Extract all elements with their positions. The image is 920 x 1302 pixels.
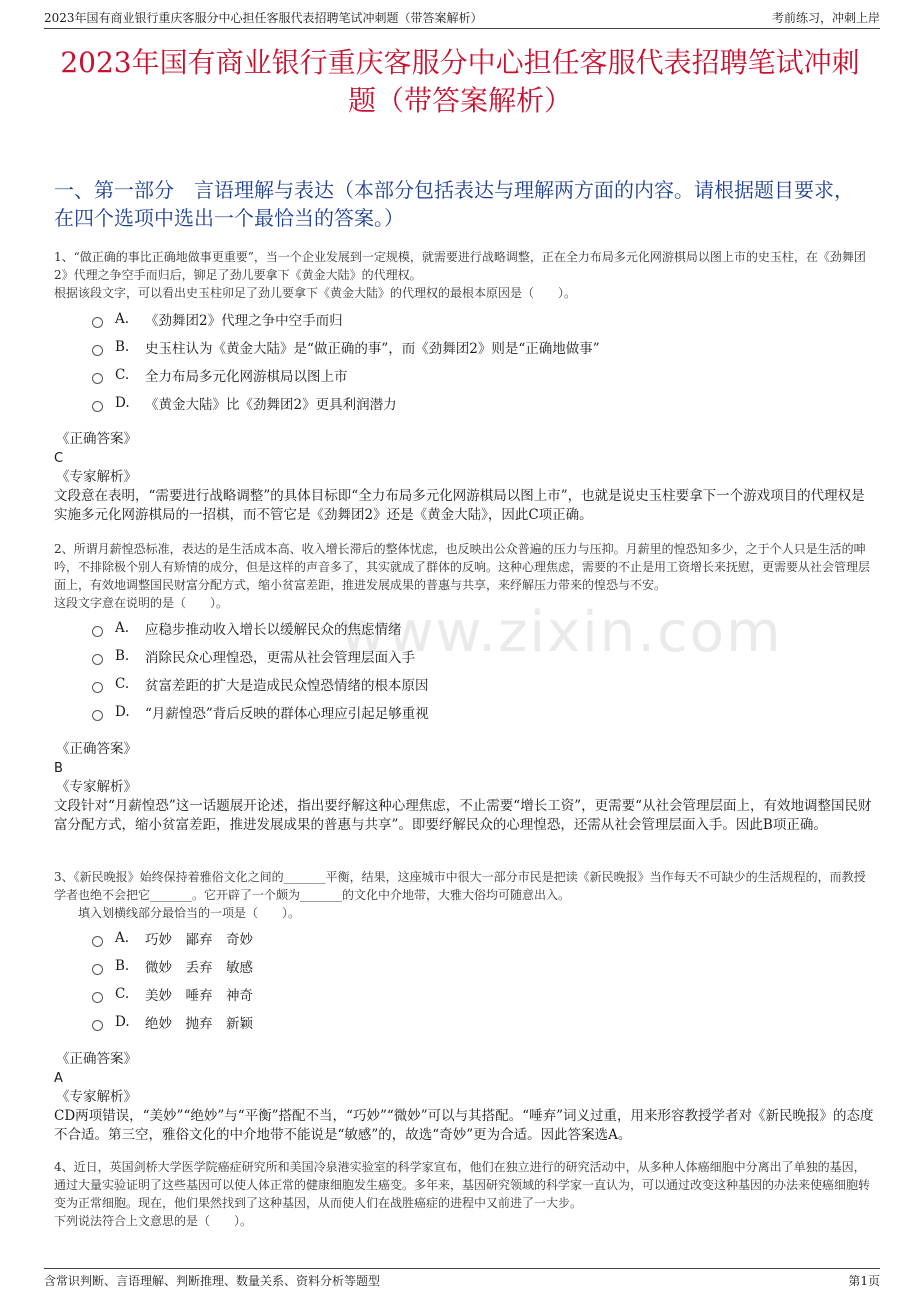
- question-3-option-b[interactable]: B. 微妙 丢弃 敏感: [92, 952, 812, 980]
- question-2-option-b[interactable]: B. 消除民众心理惶恐，更需从社会管理层面入手: [92, 642, 812, 670]
- radio-icon[interactable]: [92, 1020, 103, 1031]
- radio-icon[interactable]: [92, 992, 103, 1003]
- radio-icon[interactable]: [92, 654, 103, 665]
- page-footer: [44, 1268, 880, 1289]
- question-3-option-d[interactable]: D. 绝妙 抛弃 新颖: [92, 1008, 812, 1036]
- expert-analysis: 文段针对“月薪惶恐”这一话题展开论述，指出要纾解这种心理焦虑，不止需要“增长工资”，更需要“从社会管理层面上，有效地调整国民财富分配方式，缩小贫富差距，推进发展成果的普惠与共享”。即要纾解民众的心理惶恐，还需从社会管理层面入手。因此B项正确。: [54, 798, 872, 833]
- analysis-label: 《专家解析》: [56, 469, 137, 485]
- question-1-option-c[interactable]: C. 全力布局多元化网游棋局以图上市: [92, 361, 812, 389]
- answer-label: 《正确答案》: [56, 431, 137, 447]
- question-3-answer-block: [54, 1050, 876, 1145]
- question-4-text: 4、近日，英国剑桥大学医学院癌症研究所和美国冷泉港实验室的科学家宣布，他们在独立进行的研究活动中，从多种人体癌细胞中分离出了单独的基因，通过大量实验证明了这些基因可以使人体正常的健康细胞发生癌变。多年来，基因研究领域的科学家一直认为，可以通过改变这种基因的办法来使癌细胞转变为正常细胞。现在，他们果然找到了这种基因，从而使人们在战胜癌症的进程中又前进了一大步。 下列说法符合上文意思的是（ ）。: [54, 1160, 871, 1228]
- radio-icon[interactable]: [92, 317, 103, 328]
- expert-analysis: CD两项错误，“美妙”“绝妙”与“平衡”搭配不当，“巧妙”“微妙”可以与其搭配。“唾弃”词义过重，用来形容教授学者对《新民晚报》的态度不合适。第三空，雅俗文化的中介地带不能说是“敏感”的，故选“奇妙”更为合适。因此答案选A。: [54, 1108, 874, 1143]
- question-1-option-d[interactable]: D. 《黄金大陆》比《劲舞团2》更具利润潜力: [92, 389, 812, 417]
- radio-icon[interactable]: [92, 626, 103, 637]
- radio-icon[interactable]: [92, 345, 103, 356]
- answer-label: 《正确答案》: [56, 741, 137, 757]
- question-3-text: 3、《新民晚报》始终保持着雅俗文化之间的_______平衡，结果，这座城市中很大一部分市民是把读《新民晚报》当作每天不可缺少的生活规程的，而教授学者也绝不会把它_______。它开辟了一个颇为_______的文化中介地带，大雅大俗均可随意出入。 填入划横线部分最恰当的一项是（ ）。: [54, 870, 866, 920]
- header-slogan: 考前练习，冲刺上岸: [771, 11, 880, 25]
- question-1-option-b[interactable]: B. 史玉柱认为《黄金大陆》是“做正确的事”，而《劲舞团2》则是“正确地做事”: [92, 333, 812, 361]
- question-2-option-d[interactable]: D. “月薪惶恐”背后反映的群体心理应引起足够重视: [92, 698, 812, 726]
- radio-icon[interactable]: [92, 710, 103, 721]
- question-1-text: 1、“做正确的事比正确地做事更重要”，当一个企业发展到一定规模，就需要进行战略调整，正在全力布局多元化网游棋局以图上市的史玉柱，在《劲舞团2》代理之争空手而归后，铆足了劲儿要拿下《黄金大陆》的代理权。 根据该段文字，可以看出史玉柱卯足了劲儿要拿下《黄金大陆》的代理权的最根本原因是（ ）。: [54, 250, 866, 300]
- question-1-options: [92, 305, 812, 417]
- question-2-options: [92, 614, 812, 726]
- question-3-options: [92, 924, 812, 1036]
- correct-answer: C: [54, 451, 64, 466]
- radio-icon[interactable]: [92, 373, 103, 384]
- header-doc-title: 2023年国有商业银行重庆客服分中心担任客服代表招聘笔试冲刺题（带答案解析）: [44, 11, 483, 25]
- section-heading: 一、第一部分 言语理解与表达（本部分包括表达与理解两方面的内容。请根据题目要求，在四个选项中选出一个最恰当的答案。）: [54, 178, 854, 230]
- question-1-option-a[interactable]: A. 《劲舞团2》代理之争中空手而归: [92, 305, 812, 333]
- question-3-option-c[interactable]: C. 美妙 唾弃 神奇: [92, 980, 812, 1008]
- analysis-label: 《专家解析》: [56, 1089, 137, 1105]
- question-2-option-c[interactable]: C. 贫富差距的扩大是造成民众惶恐情绪的根本原因: [92, 670, 812, 698]
- question-2-answer-block: [54, 740, 876, 835]
- radio-icon[interactable]: [92, 936, 103, 947]
- question-2-text: 2、所谓月薪惶恐标准，表达的是生活成本高、收入增长滞后的整体忧虑，也反映出公众普遍的压力与压抑。月薪里的惶恐知多少，之于个人只是生活的呻吟，不排除极个别人有矫情的成分，但是这样的声音多了，其实就成了群体的反响。这种心理焦虑，需要的不止是用工资增长来抚慰，更需要从社会管理层面上，有效地调整国民财富分配方式，缩小贫富差距，推进发展成果的普惠与共享，来纾解压力带来的惶恐与不安。 这段文字意在说明的是（ ）。: [54, 542, 871, 610]
- question-1-answer-block: [54, 430, 876, 525]
- question-3-option-a[interactable]: A. 巧妙 鄙弃 奇妙: [92, 924, 812, 952]
- expert-analysis: 文段意在表明，“需要进行战略调整”的具体目标即“全力布局多元化网游棋局以图上市”，也就是说史玉柱要拿下一个游戏项目的代理权是实施多元化网游棋局的一招棋，而不管它是《劲舞团2》还是《黄金大陆》，因此C项正确。: [54, 488, 865, 523]
- document-title: 2023年国有商业银行重庆客服分中心担任客服代表招聘笔试冲刺题（带答案解析）: [60, 46, 860, 117]
- correct-answer: B: [54, 761, 63, 776]
- footer-description: 含常识判断、言语理解、判断推理、数量关系、资料分析等题型: [44, 1274, 381, 1288]
- analysis-label: 《专家解析》: [56, 779, 137, 795]
- radio-icon[interactable]: [92, 682, 103, 693]
- question-2-option-a[interactable]: A. 应稳步推动收入增长以缓解民众的焦虑情绪: [92, 614, 812, 642]
- correct-answer: A: [54, 1071, 63, 1086]
- radio-icon[interactable]: [92, 401, 103, 412]
- radio-icon[interactable]: [92, 964, 103, 975]
- answer-label: 《正确答案》: [56, 1051, 137, 1067]
- running-header: [44, 8, 880, 29]
- watermark: www.zixin.com: [340, 600, 783, 665]
- page-number: 第1页: [848, 1274, 880, 1288]
